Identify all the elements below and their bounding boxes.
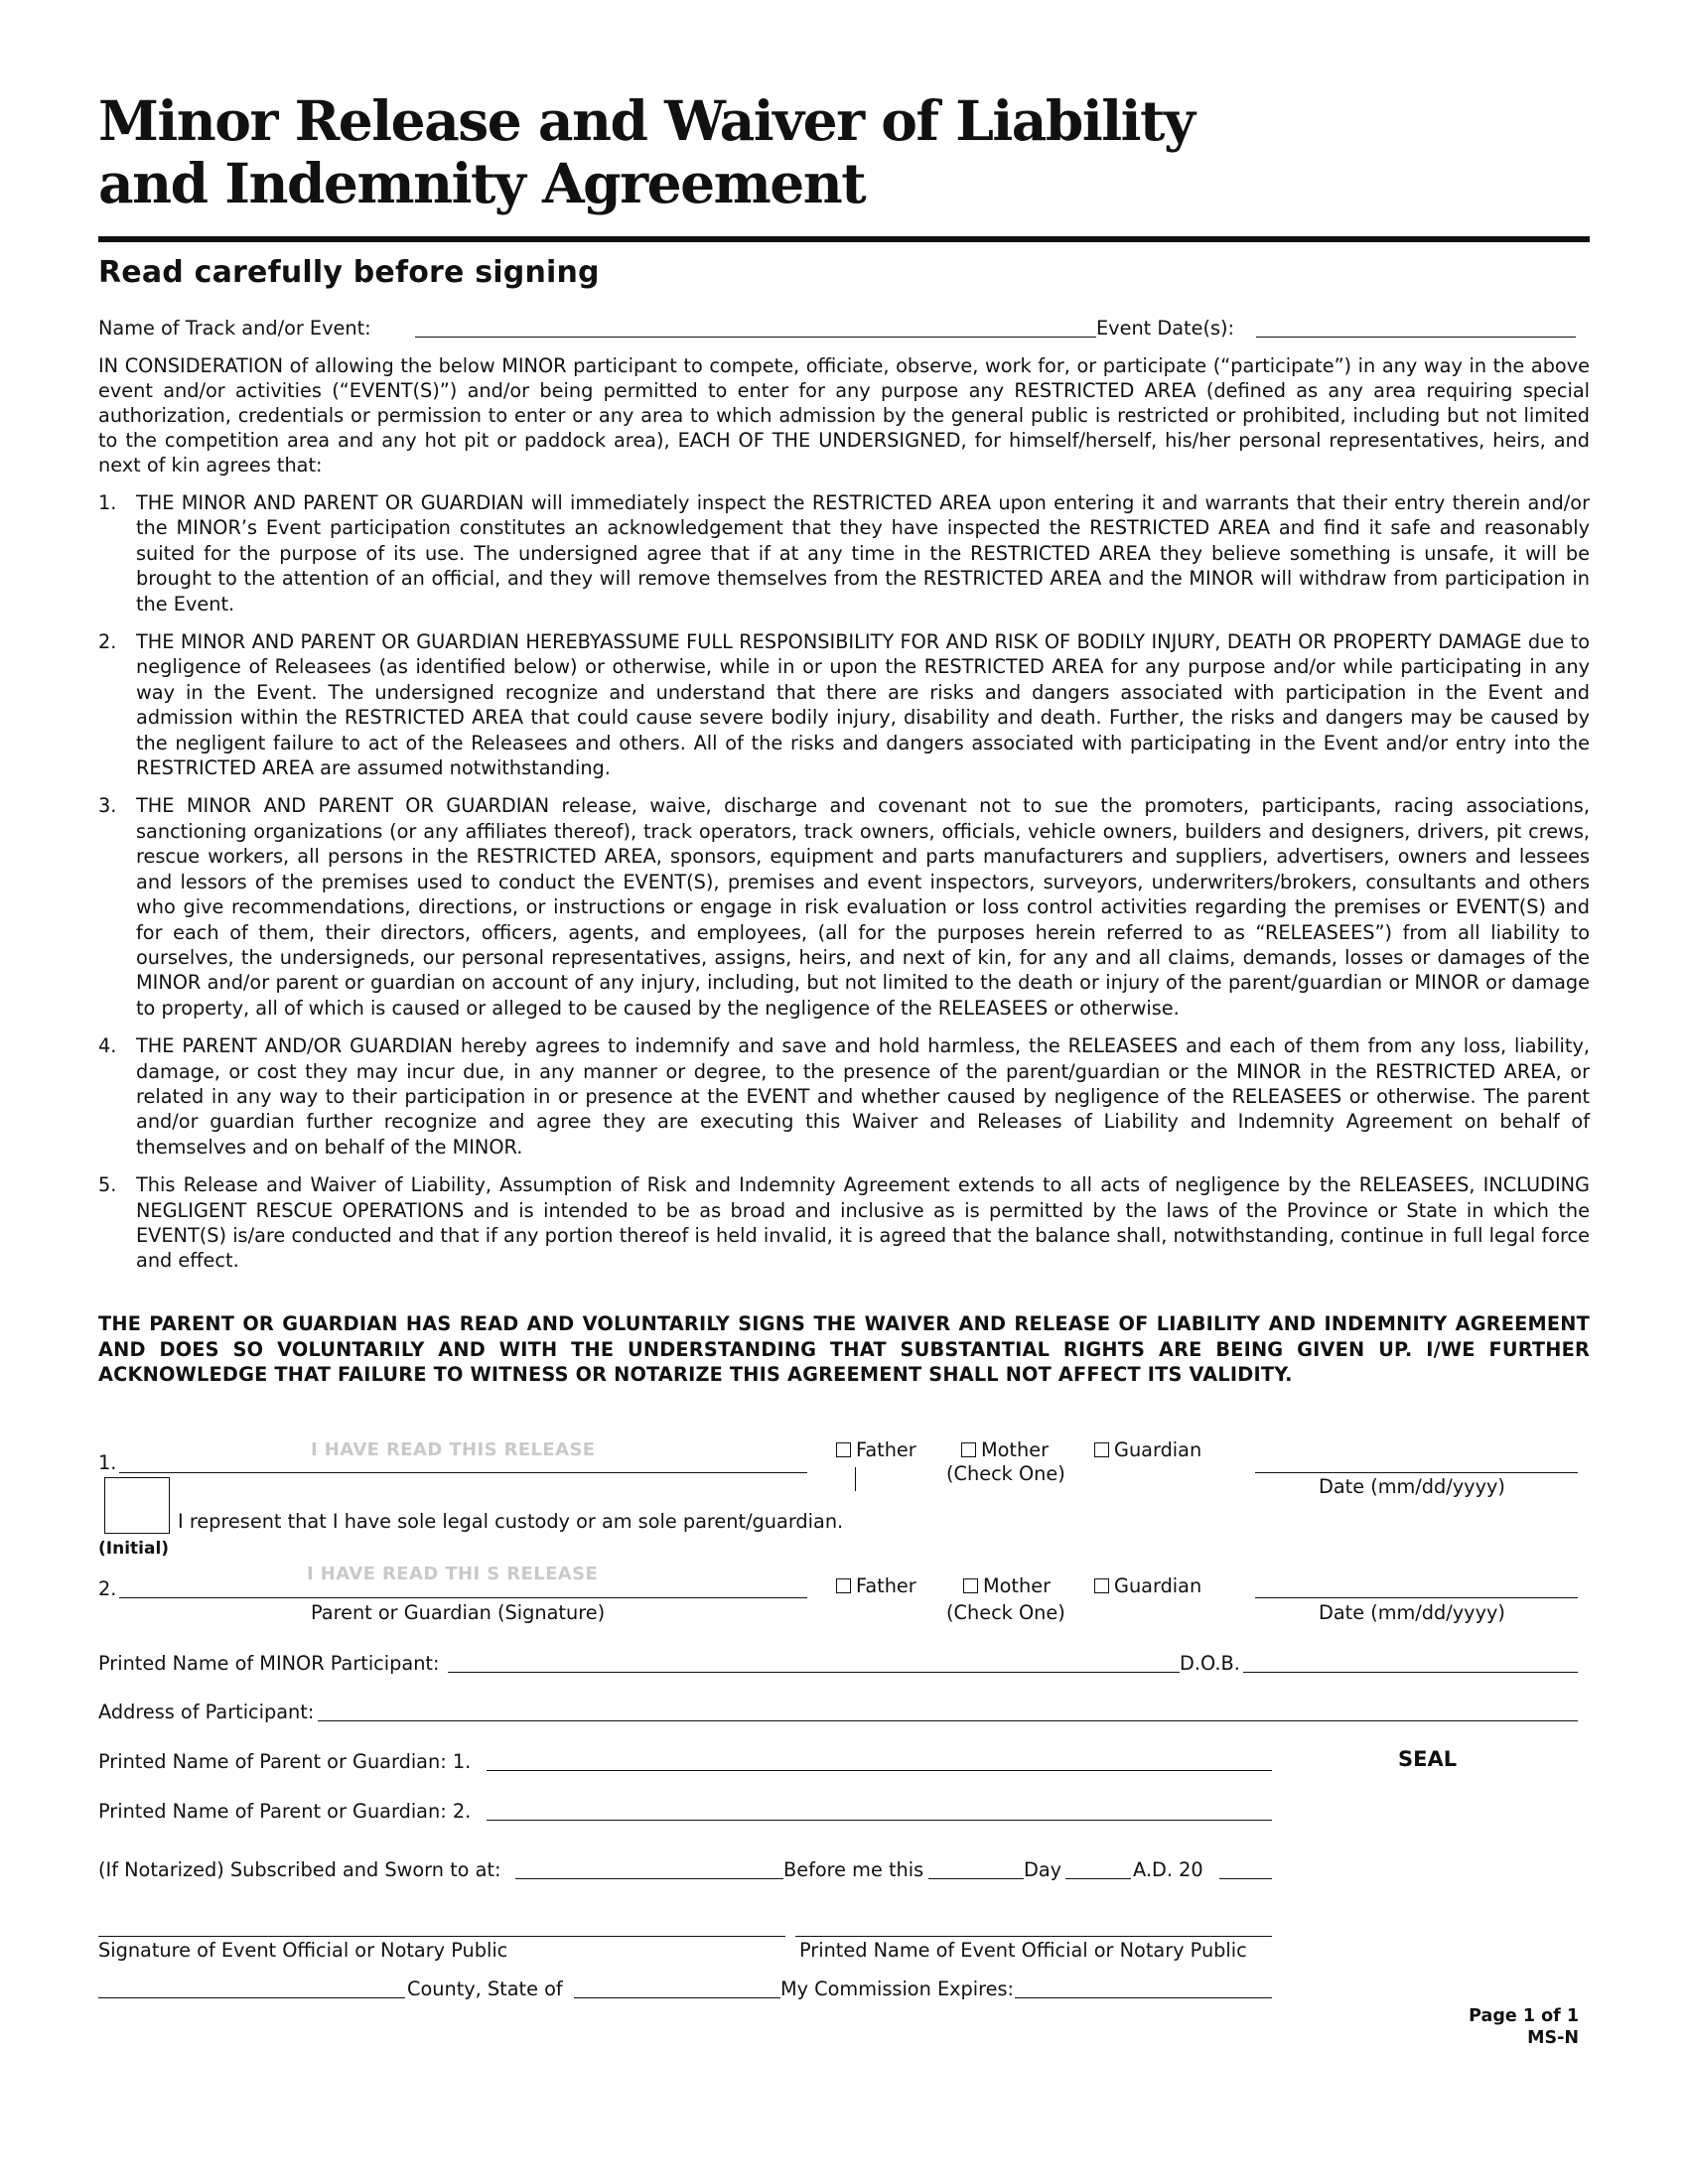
initial-box[interactable] [104,1477,170,1534]
subtitle: Read carefully before signing [98,255,600,290]
term-text: THE MINOR AND PARENT OR GUARDIAN HEREBYASSUME FULL RESPONSIBILITY FOR AND RISK OF BODILY INJURY, DEATH OR PROPERTY DAMAGE due to negligence of Releasees (as identified below) or otherwise, while in or upon the RESTRICTED AREA for any purpose and/or while participating in any way in the Event. The undersigned recognize and understand that there are risks and dangers associated with participation in the Event and admission within the RESTRICTED AREA that could cause severe bodily injury, disability and death. Further, the risks and dangers may be caused by the negligent failure to act of the Releasees and others. All of the risks and dangers associated with participating in the Event and/or entry into the RESTRICTED AREA are assumed notwithstanding. [136,630,1590,780]
guardian-label: Guardian [1114,1438,1202,1461]
parent-1-name-field[interactable] [487,1770,1272,1771]
track-field[interactable] [415,337,1096,338]
checkbox-icon [1094,1578,1109,1593]
term-text: THE MINOR AND PARENT OR GUARDIAN will immediately inspect the RESTRICTED AREA upon entering it and warrants that their entry therein and/or the MINOR’s Event participation constitutes an acknowledgement that they have inspected the RESTRICTED AREA and find it safe and reasonably suited for the purpose of its use. The undersigned agree that if at any time in the RESTRICTED AREA they believe something is unsafe, it will be brought to the attention of an official, and they will remove themselves from the RESTRICTED AREA and the MINOR will withdraw from participation in the Event. [136,491,1590,615]
track-label: Name of Track and/or Event: [98,317,371,340]
term-number: 1. [98,491,117,514]
father-checkbox-2[interactable] [836,1573,916,1598]
intro-paragraph: IN CONSIDERATION of allowing the below MINOR participant to compete, officiate, observe, work for, or participate (“participate”) in any way in the above event and/or activities (“EVENT(S)”) and/or being permitted to enter for any purpose any RESTRICTED AREA (defined as any area requiring special authorization, credentials or permission to enter or any area to which admission by the general public is restricted or prohibited, including but not limited to the competition area and any hot pit or paddock area), EACH OF THE UNDERSIGNED, for himself/herself, his/her personal representatives, heirs, and next of kin agrees that: [98,354,1590,477]
title-rule [98,236,1590,242]
father-checkbox-1[interactable] [836,1437,916,1462]
term-item [98,1172,1590,1274]
parent-2-name-label: Printed Name of Parent or Guardian: 2. [98,1800,472,1823]
month-field[interactable] [1065,1878,1131,1879]
check-one-note: (Check One) [946,1462,1065,1485]
page-number: Page 1 of 1 [1469,2006,1579,2026]
term-text: THE MINOR AND PARENT OR GUARDIAN release, waive, discharge and covenant not to sue the promoters, participants, racing associations, sanctioning organizations (or any affiliates thereof), track operators, track owners, officials, vehicle owners, builders and designers, drivers, pit crews, rescue workers, all persons in the RESTRICTED AREA, sponsors, equipment and parts manufacturers and suppliers, advertisers, owners and lessees and lessors of the premises used to conduct the EVENT(S), premises and event inspectors, surveyors, underwriters/brokers, consultants and others who give recommendations, directions, or instructions or engage in risk evaluation or loss control activities regarding the premises or EVENT(S) and for each of them, their directors, officers, agents, and employees, (all for the purposes herein referred to as “RELEASEES”) from all liability to ourselves, the undersigneds, our personal representatives, assigns, heirs, and next of kin, for any and all claims, demands, losses or damages of the MINOR and/or parent or guardian on account of any injury, including, but not limited to the death or injury of the parent/guardian or MINOR or damage to property, all of which is caused or alleged to be caused by the negligence of the RELEASEES or otherwise. [136,794,1590,1020]
term-number: 4. [98,1034,117,1058]
term-item [98,629,1590,780]
mother-checkbox-2[interactable] [963,1573,1051,1598]
year-field[interactable] [1219,1878,1272,1879]
signature-2-number: 2. [98,1577,117,1600]
ad-label: A.D. 20 [1133,1858,1203,1881]
event-date-field[interactable] [1256,337,1576,338]
signature-1-watermark: I HAVE READ THIS RELEASE [311,1439,596,1460]
checkbox-icon [963,1578,978,1593]
county-label: County, State of [407,1978,563,2000]
term-number: 5. [98,1173,117,1197]
page-footer [1440,2005,1579,2049]
state-field[interactable] [574,1997,780,1998]
father-label: Father [856,1574,916,1597]
commission-label: My Commission Expires: [780,1978,1015,2000]
mother-checkbox-1[interactable] [961,1437,1049,1462]
term-text: THE PARENT AND/OR GUARDIAN hereby agrees to indemnify and save and hold harmless, the RELEASEES and each of them from any loss, liability, damage, or cost they may incur due, in any manner or degree, to the presence of the parent/guardian or the MINOR in the RESTRICTED AREA, or related in any way to their participation in or presence at the EVENT and whether caused by negligence of the RELEASEES or otherwise. The parent and/or guardian further recognize and agree they are executing this Waiver and Releases of Liability and Indemnity Agreement on behalf of themselves and on behalf of the MINOR. [136,1034,1590,1159]
signature-2-watermark: I HAVE READ THI S RELEASE [307,1564,599,1584]
minor-name-field[interactable] [448,1672,1180,1673]
term-number: 2. [98,630,117,654]
check-one-note-2: (Check One) [946,1601,1065,1624]
date-2-field[interactable] [1255,1597,1578,1598]
commission-field[interactable] [1015,1997,1272,1998]
address-label: Address of Participant: [98,1701,315,1723]
signature-1-number: 1. [98,1451,117,1474]
guardian-checkbox-2[interactable] [1094,1573,1201,1598]
checkbox-icon [961,1442,976,1457]
dob-label: D.O.B. [1180,1652,1240,1675]
title-line-1: Minor Release and Waiver of Liability [98,88,1195,153]
signature-1-field[interactable] [119,1472,807,1473]
official-signature-label: Signature of Event Official or Notary Public [98,1939,508,1962]
custody-statement: I represent that I have sole legal custody or am sole parent/guardian. [178,1510,844,1533]
checkbox-icon [1094,1442,1109,1457]
term-number: 3. [98,794,117,818]
guardian-label: Guardian [1114,1574,1202,1597]
county-field[interactable] [98,1997,405,1998]
official-name-label: Printed Name of Event Official or Notary Public [799,1939,1247,1962]
dob-field[interactable] [1243,1672,1578,1673]
official-signature-field[interactable] [98,1936,785,1937]
sworn-label: (If Notarized) Subscribed and Sworn to at: [98,1858,501,1881]
minor-name-label: Printed Name of MINOR Participant: [98,1652,440,1675]
checkbox-icon [836,1442,851,1457]
form-code: MS-N [1527,2028,1579,2048]
guardian-checkbox-1[interactable] [1094,1437,1201,1462]
checkbox-icon [836,1578,851,1593]
parent-1-name-label: Printed Name of Parent or Guardian: 1. [98,1750,472,1773]
date-1-field[interactable] [1255,1472,1578,1473]
document-title [98,89,1389,214]
term-text: This Release and Waiver of Liability, Assumption of Risk and Indemnity Agreement extends to all acts of negligence by the RELEASEES, INCLUDING NEGLIGENT RESCUE OPERATIONS and is intended to be as broad and inclusive as is permitted by the laws of the Province or State in which the EVENT(S) is/are conducted and that if any portion thereof is held invalid, it is agreed that the balance shall, notwithstanding, continue in full legal force and effect. [136,1173,1590,1273]
event-date-label: Event Date(s): [1096,317,1235,340]
date-2-label: Date (mm/dd/yyyy) [1319,1601,1505,1624]
term-item [98,793,1590,1021]
date-1-label: Date (mm/dd/yyyy) [1319,1475,1505,1498]
initial-label: (Initial) [98,1539,170,1559]
seal-label: SEAL [1398,1747,1458,1771]
mother-label: Mother [983,1574,1052,1597]
before-me-label: Before me this [783,1858,924,1881]
sworn-place-field[interactable] [515,1878,783,1879]
terms-list [98,490,1590,1287]
official-name-field[interactable] [795,1936,1272,1937]
signature-2-field[interactable] [119,1597,807,1598]
address-field[interactable] [318,1720,1578,1721]
title-line-2: and Indemnity Agreement [98,151,866,215]
day-label: Day [1024,1858,1062,1881]
day-field[interactable] [928,1878,1024,1879]
check-divider [855,1467,856,1491]
father-label: Father [856,1438,916,1461]
mother-label: Mother [981,1438,1050,1461]
term-item [98,1033,1590,1160]
acknowledgement: THE PARENT OR GUARDIAN HAS READ AND VOLUNTARILY SIGNS THE WAIVER AND RELEASE OF LIABILITY AND INDEMNITY AGREEMENT AND DOES SO VOLUNTARILY AND WITH THE UNDERSTANDING THAT SUBSTANTIAL RIGHTS ARE BEING GIVEN UP. I/WE FURTHER ACKNOWLEDGE THAT FAILURE TO WITNESS OR NOTARIZE THIS AGREEMENT SHALL NOT AFFECT ITS VALIDITY. [98,1312,1590,1387]
term-item [98,490,1590,616]
parent-2-name-field[interactable] [487,1820,1272,1821]
signature-2-label: Parent or Guardian (Signature) [311,1601,606,1624]
